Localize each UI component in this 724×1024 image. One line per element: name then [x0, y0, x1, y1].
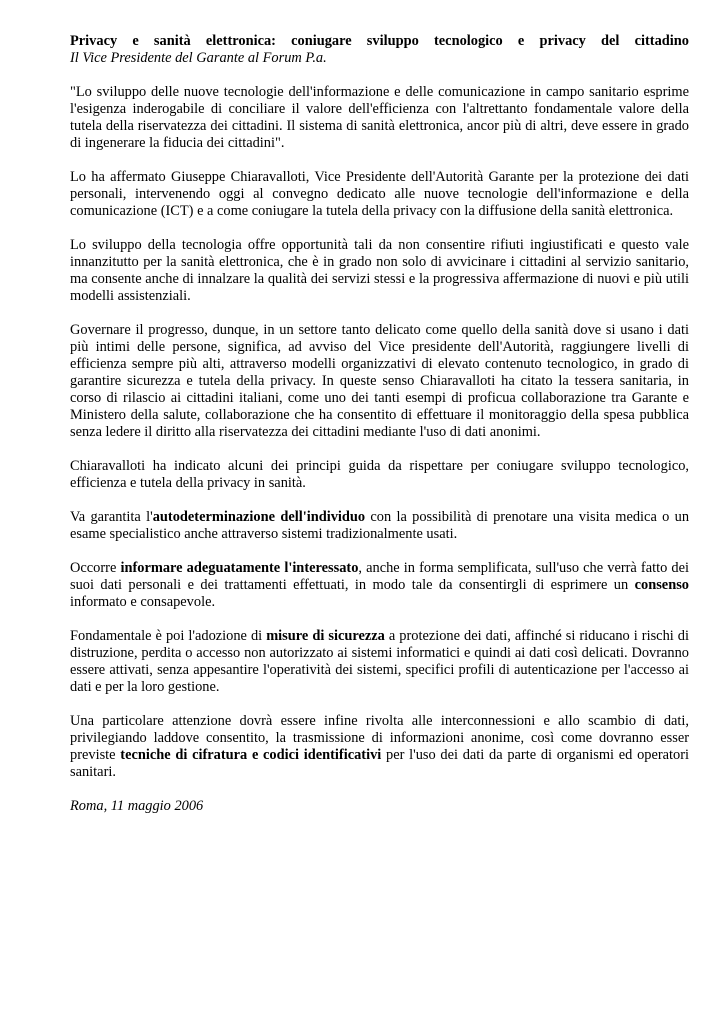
text-segment: Fondamentale è poi l'adozione di [70, 628, 267, 644]
paragraph-principles: Chiaravalloti ha indicato alcuni dei principi guida da rispettare per coniugare sviluppo tecnologico, efficienza e tutela della privacy in sanità. [70, 458, 689, 491]
paragraph-security [70, 628, 689, 696]
paragraph-interconnections [70, 713, 689, 781]
bold-phrase: autodeterminazione dell'individuo [152, 509, 366, 525]
text-segment: , anche in forma semplificata, sull'uso che verrà fatto dei suoi dati personali e dei trattamenti effettuati, in modo tale da consentirgli di esprimere un [70, 560, 690, 593]
paragraph-quote: "Lo sviluppo delle nuove tecnologie dell'informazione e delle comunicazione in campo sanitario esprime l'esigenza inderogabile di conciliare il valore dell'efficienza con l'altrettanto fondamentale valore della tutela della riservatezza dei cittadini. Il sistema di sanità elettronica, ancor più di altri, deve essere in grado di ingenerare la fiducia dei cittadini". [70, 84, 689, 151]
bold-phrase: misure di sicurezza [266, 628, 385, 644]
text-segment: Una particolare attenzione dovrà essere infine rivolta alle interconnessioni e allo scambio di dati, privilegiando laddove consentito, la trasmissione di informazioni anonime, così come dovranno esser previste [70, 713, 689, 763]
bold-phrase: informare adeguatamente l'interessato [120, 560, 359, 576]
paragraph-governance: Governare il progresso, dunque, in un settore tanto delicato come quello della sanità dove si usano i dati più intimi delle persone, significa, ad avviso del Vice presidente dell'Autorità, raggiungere livelli di efficienza sempre più alti, attraverso modelli organizzativi di elevato contenuto tecnologico, in grado di garantire sicurezza e tutela della privacy. In queste senso Chiaravalloti ha citato la tessera sanitaria, in corso di rilascio ai cittadini italiani, come uno dei tanti esempi di proficua collaborazione tra Garante e Ministero della salute, collaborazione che ha consentito di effettuare il monitoraggio della spesa pubblica senza ledere il diritto alla riservatezza dei cittadini mediante l'uso di dati anonimi. [70, 322, 689, 440]
text-segment: Va garantita l' [70, 509, 153, 525]
text-segment: per l'uso dei dati da parte di organismi ed operatori sanitari. [70, 747, 690, 780]
document-page [70, 33, 689, 815]
document-title: Privacy e sanità elettronica: coniugare sviluppo tecnologico e privacy del cittadino [70, 33, 689, 49]
document-date: Roma, 11 maggio 2006 [70, 798, 204, 814]
paragraph-attribution: Lo ha affermato Giuseppe Chiaravalloti, Vice Presidente dell'Autorità Garante per la protezione dei dati personali, intervenendo oggi al convegno dedicato alle nuove tecnologie dell'informazione e della comunicazione (ICT) e a come coniugare la tutela della privacy con la diffusione della sanità elettronica. [70, 169, 689, 219]
text-segment: a protezione dei dati, affinché si riducano i rischi di distruzione, perdita o accesso non autorizzato ai sistemi informatici e quindi ai dati così delicati. Dovranno essere attivati, senza appesantire l'operatività dei sistemi, specifici profili di autenticazione per l'accesso ai dati e per la loro gestione. [70, 628, 689, 695]
paragraph-information [70, 560, 689, 611]
text-segment: informato e consapevole. [70, 594, 216, 610]
bold-phrase: tecniche di cifratura e codici identificativi [120, 747, 382, 763]
text-segment: con la possibilità di prenotare una visita medica o un esame specialistico anche attraverso sistemi tradizionalmente usati. [70, 509, 690, 542]
bold-phrase: consenso [634, 577, 689, 593]
paragraph-technology: Lo sviluppo della tecnologia offre opportunità tali da non consentire rifiuti ingiustificati e questo vale innanzitutto per la sanità elettronica, che è in grado non solo di avvicinare i cittadini al servizio sanitario, ma consente anche di innalzare la qualità dei servizi stessi e la progressiva affermazione di nuovi e più utili modelli assistenziali. [70, 237, 689, 304]
document-subtitle: Il Vice Presidente del Garante al Forum P.a. [70, 50, 327, 66]
text-segment: Occorre [70, 560, 121, 576]
paragraph-self-determination [70, 509, 689, 543]
